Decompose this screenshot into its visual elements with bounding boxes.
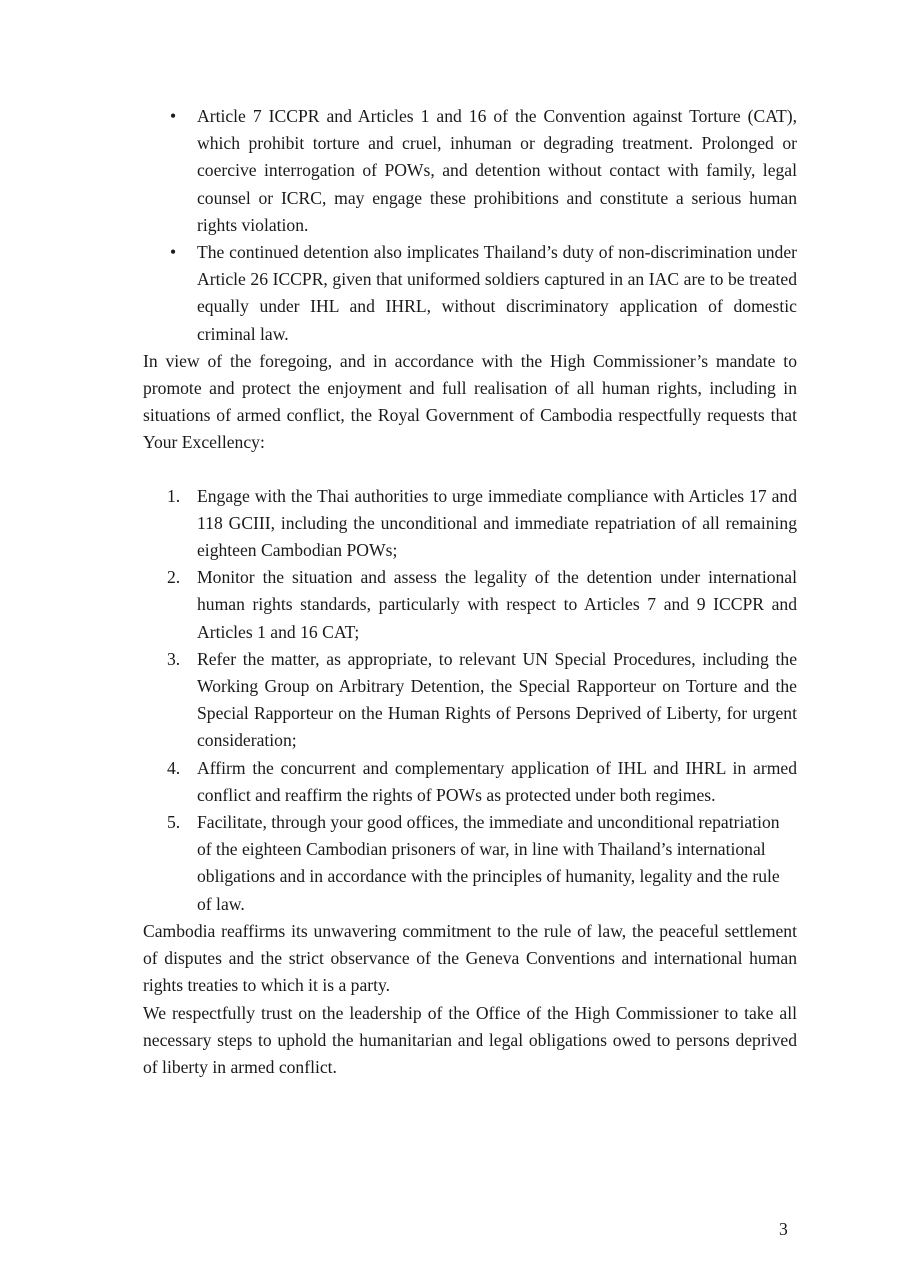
request-text: Engage with the Thai authorities to urge immediate compliance with Articles 17 and 118 GCIII, including the unconditional and immediate repatriation of all remaining eighteen Cambodian POWs;	[197, 485, 797, 561]
request-text: Monitor the situation and assess the legality of the detention under international human rights standards, particularly with respect to Articles 7 and 9 ICCPR and Articles 1 and 16 CAT;	[197, 567, 797, 642]
closing-paragraph: We respectfully trust on the leadership of the Office of the High Commissioner to take all necessary steps to uphold the humanitarian and legal obligations owed to persons deprived of liberty in armed conflict.	[143, 1002, 797, 1077]
request-text: Refer the matter, as appropriate, to relevant UN Special Procedures, including the Working Group on Arbitrary Detention, the Special Rapporteur on Torture and the Special Rapporteur on the Human Rights of Persons Deprived of Liberty, for urgent consideration;	[197, 648, 797, 751]
request-text: Affirm the concurrent and complementary application of IHL and IHRL in armed conflict and reaffirm the rights of POWs as protected under both regimes.	[197, 757, 797, 805]
request-item-3	[167, 646, 797, 755]
document-page	[143, 103, 797, 1081]
request-number: 2.	[167, 567, 181, 588]
request-item-1	[167, 483, 797, 565]
request-number: 1.	[167, 485, 181, 506]
request-text: Facilitate, through your good offices, the immediate and unconditional repatriation of the eighteen Cambodian prisoners of war, in line with Thailand’s international obligations and in accordance with the principles of humanity, legality and the rule of law.	[197, 812, 780, 914]
bullet-item-non-discrimination: • The continued detention also implicates Thailand’s duty of non-discrimination under Article 26 ICCPR, given that uniformed soldiers captured in an IAC are to be treated equally under IHL and IHRL, without discriminatory application of domestic criminal law.	[197, 239, 797, 348]
commitment-paragraph: Cambodia reaffirms its unwavering commitment to the rule of law, the peaceful settlement of disputes and the strict observance of the Geneva Conventions and international human rights treaties to which it is a party.	[143, 920, 797, 996]
page-number: 3	[779, 1219, 788, 1239]
intro-paragraph: In view of the foregoing, and in accordance with the High Commissioner’s mandate to promote and protect the enjoyment and full realisation of all human rights, including in situations of armed conflict, the Royal Government of Cambodia respectfully requests that Your Excellency:	[143, 350, 797, 453]
requests-list	[143, 483, 797, 918]
bullet-item-cat: • Article 7 ICCPR and Articles 1 and 16 of the Convention against Torture (CAT), which prohibit torture and cruel, inhuman or degrading treatment. Prolonged or coercive interrogation of POWs, and detention without contact with family, legal counsel or ICRC, may engage these prohibitions and constitute a serious human rights violation.	[197, 103, 797, 239]
request-item-4	[167, 755, 797, 809]
request-number: 3.	[167, 648, 181, 669]
request-item-2	[167, 564, 797, 646]
request-number: 5.	[167, 812, 181, 833]
request-number: 4.	[167, 757, 181, 778]
request-item-5	[167, 809, 797, 918]
bullet-list	[143, 103, 797, 348]
